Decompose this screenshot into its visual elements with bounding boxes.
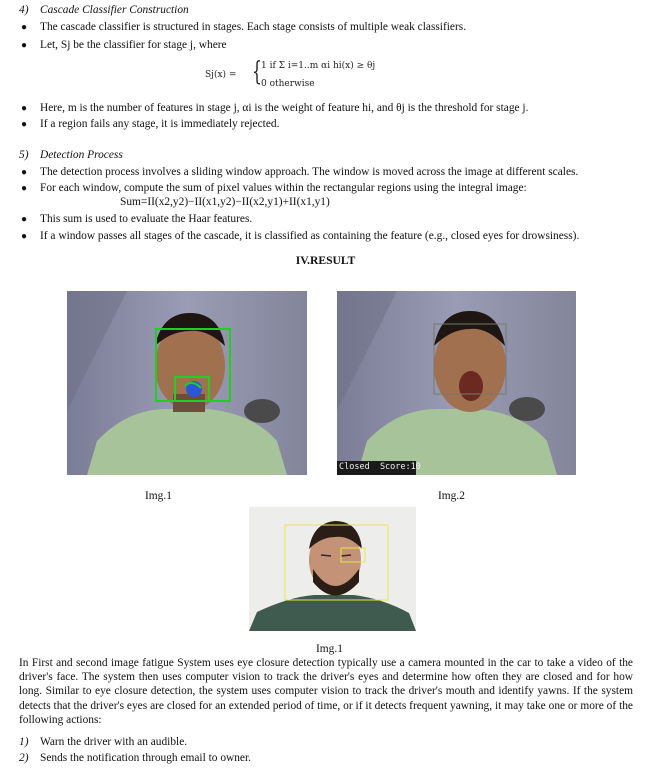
result-photo-1 (67, 291, 307, 475)
bullet-icon: ● (21, 214, 28, 225)
caption-img-1: Img.1 (145, 490, 172, 502)
bullet-icon: ● (21, 167, 28, 178)
section-4-bullet-4: If a region fails any stage, it is immediately rejected. (40, 118, 280, 130)
section-5-number: 5) (19, 149, 29, 161)
section-5-title: Detection Process (40, 149, 123, 161)
action-1-number: 1) (19, 736, 29, 748)
result-photo-3 (249, 507, 416, 631)
action-2-text: Sends the notification through email to owner. (40, 752, 252, 764)
stage-classifier-formula (205, 55, 375, 93)
brace-icon: { (252, 57, 262, 87)
section-4-number: 4) (19, 4, 29, 16)
bullet-icon: ● (21, 119, 28, 130)
formula-case-1: 1 if Σ i=1..m αi hi(x) ≥ θj (261, 61, 376, 71)
section-4-title: Cascade Classifier Construction (40, 4, 189, 16)
formula-lhs: Sj(x) = (205, 70, 237, 80)
action-2-number: 2) (19, 752, 29, 764)
caption-img-2: Img.2 (438, 490, 465, 502)
section-5-bullet-2: For each window, compute the sum of pixel values within the rectangular regions using the integral image: (40, 182, 527, 194)
formula-case-2: 0 otherwise (261, 79, 315, 89)
action-1-text: Warn the driver with an audible. (40, 736, 188, 748)
result-paragraph: In First and second image fatigue System uses eye closure detection typically use a camera mounted in the car to take a video of the driver's face. The system then uses computer vision to track the driver's eyes and determine how often they are closed and for how long. Similar to eye closure detection, the system uses computer vision to track the driver's mouth and identify yawns. If the system detects that the driver's eyes are closed for an extended period of time, or if it detects frequent yawning, it may take one or more of the following actions: (19, 657, 633, 726)
closed-score-overlay: Closed Score:10 (339, 462, 421, 472)
bullet-icon: ● (21, 22, 28, 33)
result-heading: IV.RESULT (295, 254, 356, 267)
section-4-bullet-1: The cascade classifier is structured in stages. Each stage consists of multiple weak classifiers. (40, 21, 467, 33)
section-5-bullet-4: If a window passes all stages of the cascade, it is classified as containing the feature (e.g., closed eyes for drowsiness). (40, 230, 580, 242)
bullet-icon: ● (21, 183, 28, 194)
section-5-bullet-1: The detection process involves a sliding window approach. The window is moved across the image at different scales. (40, 166, 579, 178)
bullet-icon: ● (21, 40, 28, 51)
section-4-bullet-3: Here, m is the number of features in stage j, αi is the weight of feature hi, and θj is the threshold for stage j. (40, 102, 529, 114)
caption-img-3: Img.1 (316, 643, 343, 655)
sum-formula: Sum=II(x2,y2)−II(x1,y2)−II(x2,y1)+II(x1,y1) (120, 196, 330, 208)
result-photo-2 (337, 291, 576, 475)
section-5-bullet-3: This sum is used to evaluate the Haar features. (40, 213, 253, 225)
section-4-bullet-2: Let, Sj be the classifier for stage j, where (40, 39, 227, 51)
bullet-icon: ● (21, 231, 28, 242)
bullet-icon: ● (21, 103, 28, 114)
